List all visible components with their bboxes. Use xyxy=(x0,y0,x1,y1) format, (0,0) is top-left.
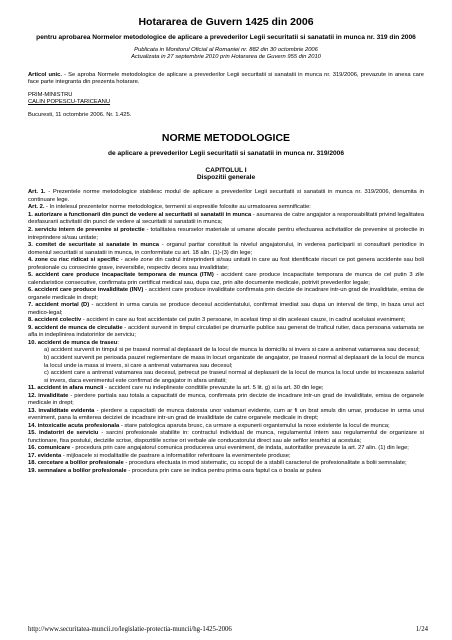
norms-title: NORME METODOLOGICE xyxy=(161,132,291,145)
definition-item xyxy=(28,468,424,476)
definition-text: - procedura prin care angajatorul comunica producerea unui eveniment, de indata, autoritatilor prevazute la art. 27 alin. (1) din lege; xyxy=(70,445,409,452)
norms-subtitle: de aplicare a prevederilor Legii securitatii si sanatatii in munca nr. 319/2006 xyxy=(107,150,345,158)
definition-item xyxy=(28,325,424,340)
definition-text: - stare patologica aparuta brusc, ca urmare a expunerii organismului la noxe existente la locul de munca; xyxy=(119,422,390,429)
definition-term: indatoriri de serviciu xyxy=(38,430,99,437)
definition-term: comitet de securitate si sanatate in munca xyxy=(35,242,160,249)
definition-term: zone cu risc ridicat si specific xyxy=(34,257,119,264)
definition-item xyxy=(28,430,424,445)
definition-item xyxy=(28,460,424,468)
definitions-list xyxy=(28,212,424,348)
chapter-title: Dispozitii generale xyxy=(196,174,256,182)
definition-item xyxy=(28,453,424,461)
definition-term: accident care produce incapacitate temporara de munca (ITM) xyxy=(35,272,214,279)
definition-item xyxy=(28,385,424,393)
article-2 xyxy=(28,204,424,212)
definition-text: - accident care produce incapacitate temporara de munca de cel putin 3 zile calendaristice consecutive, confirmata prin certificat medical sau, dupa caz, prin alte documente medicale, potrivit prevederilor legale; xyxy=(28,272,424,286)
definition-item xyxy=(28,393,424,408)
articol-unic-text: - Se aproba Normele metodologice de aplicare a prevederilor Legii securitatii si sanatatii in munca nr. 319/2006, prevazute in anexa care face parte integranta din prezenta hotarare. xyxy=(28,71,424,86)
traseu-items xyxy=(28,347,424,385)
chapter-number: CAPITOLUL I xyxy=(205,167,247,175)
definition-text: - totalitatea resurselor materiale si umane alocate pentru efectuarea activitatilor de prevenire si protectie in intreprindere si/sau unitate; xyxy=(28,226,424,241)
definition-item xyxy=(28,423,424,431)
definition-number: 1. xyxy=(28,211,33,218)
update-line: Actualizata in 27 septembrie 2010 prin Hotararea de Guvern 955 din 2010 xyxy=(131,54,321,61)
document-subtitle: pentru aprobarea Normelor metodologice de aplicare a prevederilor Legii securitatii si sanatatii in munca nr. 319 din 2006 xyxy=(36,34,416,41)
definition-term: comunicare xyxy=(37,445,71,452)
definition-item xyxy=(28,227,424,242)
definition-item xyxy=(28,272,424,287)
definition-term: accident de munca de traseu xyxy=(37,339,118,346)
definition-term: accident care produce invaliditate (INV) xyxy=(34,287,144,294)
traseu-item: a) accident survenit in timpul si pe traseul normal al deplasarii de la locul de munca la domiciliu si invers si care a antrenat vatamarea sau decesul; xyxy=(44,347,420,354)
definition-term: accident in afara muncii xyxy=(37,385,104,392)
definition-number: 9. xyxy=(28,324,33,331)
definition-number: 11. xyxy=(28,385,36,392)
article-1-text: - Prezentele norme metodologice stabilesc modul de aplicare a prevederilor Legii securitatii si sanatatii in munca nr. 319/2006, denumita in continuare lege. xyxy=(28,189,424,203)
definition-item xyxy=(28,212,424,227)
definition-term: accident colectiv xyxy=(34,317,82,324)
definition-number: 2. xyxy=(28,226,33,233)
definition-term: accident mortal (D) xyxy=(35,302,90,309)
definition-text: - organul paritar constituit la nivelul angajatorului, in vederea participarii si consultarii periodice in domeniul securitatii si sanatatii in munca, in conformitate cu art. 18 alin. (1)-(3) din lege; xyxy=(28,242,424,256)
signer-role: PRIM-MINISTRU xyxy=(28,91,73,98)
publication-line: Publicata in Monitorul Oficial al Romaniei nr. 882 din 30 octombrie 2006 xyxy=(134,47,318,54)
definition-text: - accident in urma caruia se produce decesul accidentatului, confirmat imediat sau dupa un interval de timp, in baza unui act medico-legal; xyxy=(28,302,424,316)
definition-text: - asumarea de catre angajator a responsabilitatii privind legalitatea desfasurarii activitatii din punct de vedere al securitatii si sanatatii in munca; xyxy=(28,211,424,226)
definition-term: invaliditate xyxy=(38,392,69,399)
article-1-label: Art. 1. xyxy=(28,189,46,196)
definition-item xyxy=(28,317,424,325)
definition-number: 19. xyxy=(28,467,37,474)
definition-number: 17. xyxy=(28,452,37,459)
definition-number: 13. xyxy=(28,407,37,414)
definition-item xyxy=(28,408,424,423)
footer-url[interactable]: http://www.securitatea-muncii.ro/legislatie-protectia-muncii/hg-1425-2006 xyxy=(28,626,232,633)
definition-text: - accident in care au fost accidentate cel putin 3 persoane, in acelasi timp si din aceleasi cauze, in cadrul aceluiasi eveniment; xyxy=(81,317,406,324)
definition-text: : xyxy=(117,339,119,346)
definition-term: evidenta xyxy=(37,452,62,459)
definition-text: - mijloacele si modalitatile de pastrare a informatiilor referitoare la evenimentele produse; xyxy=(61,452,291,459)
definition-text: - sarcini profesionale stabilite in: contractul individual de munca, regulamentul intern sau regulamentul de organizare si functionare, fisa postului, deciziile scrise, dispozitiile scrise ori verbale ale conducatorului direct sau ale sefilor ierarhici ai acestuia; xyxy=(28,430,424,444)
article-2-text: - In intelesul prezentelor norme metodologice, termenii si expresiile folosite au urmatoarea semnificatie: xyxy=(44,204,311,211)
definition-item xyxy=(28,257,424,272)
definition-text: - pierdere partiala sau totala a capacitatii de munca, confirmata prin decizie de incadrare intr-un grad de invaliditate, emisa de organele medicale in drept; xyxy=(28,392,424,407)
article-1 xyxy=(28,189,424,204)
definition-term: accident de munca de circulatie xyxy=(34,324,123,331)
definition-item xyxy=(28,287,424,302)
definition-term: semnalare a bolilor profesionale xyxy=(37,467,127,474)
definition-number: 8. xyxy=(28,317,33,324)
definition-item xyxy=(28,445,424,453)
definition-term: autorizare a functionarii din punct de vedere al securitatii si sanatatii in munca xyxy=(34,211,252,218)
articol-unic xyxy=(28,72,424,87)
definition-number: 3. xyxy=(28,242,33,249)
definition-number: 14. xyxy=(28,422,37,429)
definition-term: invaliditate evidenta xyxy=(38,407,95,414)
definition-text: - accident care produce invaliditate confirmata prin decizie de incadrare intr-un grad de invaliditate, emisa de organele medicale in drept; xyxy=(28,287,424,301)
definition-term: serviciu intern de prevenire si protectie xyxy=(34,226,145,233)
traseu-item: b) accident survenit pe perioada pauzei reglementare de masa in locuri organizate de angajator, pe traseul normal al deplasarii de la locul de munca la locul unde ia masa si invers, si care a antrenat vatamarea sau decesul; xyxy=(44,355,424,369)
definition-text: - pierdere a capacitatii de munca datorata unor vatamari evidente, cum ar fi un brat smuls din umar, producse in urma unui eveniment, pana la emiterea deciziei de incadrare intr-un grad de invaliditate de catre organele medicale in drept; xyxy=(28,407,424,422)
document-content xyxy=(28,16,424,476)
definition-text: - procedura prin care se indica pentru prima oara faptul ca o boala ar putea xyxy=(126,467,321,474)
signature-block xyxy=(28,92,424,107)
definition-item xyxy=(28,340,424,348)
signer-name: CALIN POPESCU-TARICEANU xyxy=(28,98,111,105)
definition-item xyxy=(28,302,424,317)
traseu-item: c) accident care a antrenat vatamarea sau decesul, petrecut pe traseul normal al deplasarii de la locul de munca la locul unde isi incaseaza salariul si invers, daca evenimentul este confirmat de angajator in afara unitatii; xyxy=(44,370,424,384)
definition-number: 4. xyxy=(28,257,33,264)
articol-unic-label: Articol unic. xyxy=(28,71,62,78)
definition-number: 15. xyxy=(28,430,37,437)
definition-text: - accident survenit in timpul circulatiei pe drumurile publice sau generat de traficul rutier, daca persoana vatamata se afla in indeplinirea indatoririlor de serviciu; xyxy=(28,324,424,339)
definition-number: 6. xyxy=(28,287,33,294)
definition-item xyxy=(28,242,424,257)
page-footer xyxy=(28,626,428,633)
document-title: Hotararea de Guvern 1425 din 2006 xyxy=(138,16,314,28)
definition-text: - accident care nu indeplineste conditiile prevazute la art. 5 lit. g) si la art. 30 din lege; xyxy=(103,385,324,392)
definition-text: - procedura efectuata in mod sistematic, cu scopul de a stabili caracterul de profesionalitate a bolii semnalate; xyxy=(123,460,407,467)
publication-info xyxy=(28,47,424,61)
definition-term: cercetare a bolilor profesionale xyxy=(37,460,124,467)
definition-number: 10. xyxy=(28,339,37,346)
article-2-label: Art. 2. xyxy=(28,204,45,211)
definition-number: 7. xyxy=(28,302,33,309)
definitions-list-continued xyxy=(28,385,424,475)
page-number: 1/24 xyxy=(415,626,428,633)
definition-term: intoxicatie acuta profesionala xyxy=(37,422,120,429)
definition-text: - acele zone din cadrul intreprinderii si/sau unitatii in care au fost identificate riscuri ce pot genera accidente sau boli profesionale cu consecinte grave, ireversibile, respectiv deces sau invaliditate; xyxy=(28,257,424,271)
definition-number: 16. xyxy=(28,445,37,452)
definition-number: 5. xyxy=(28,272,33,279)
definition-number: 12. xyxy=(28,392,37,399)
issue-date: Bucuresti, 11 octombrie 2006. Nr. 1.425. xyxy=(28,112,132,119)
definition-number: 18. xyxy=(28,460,37,467)
